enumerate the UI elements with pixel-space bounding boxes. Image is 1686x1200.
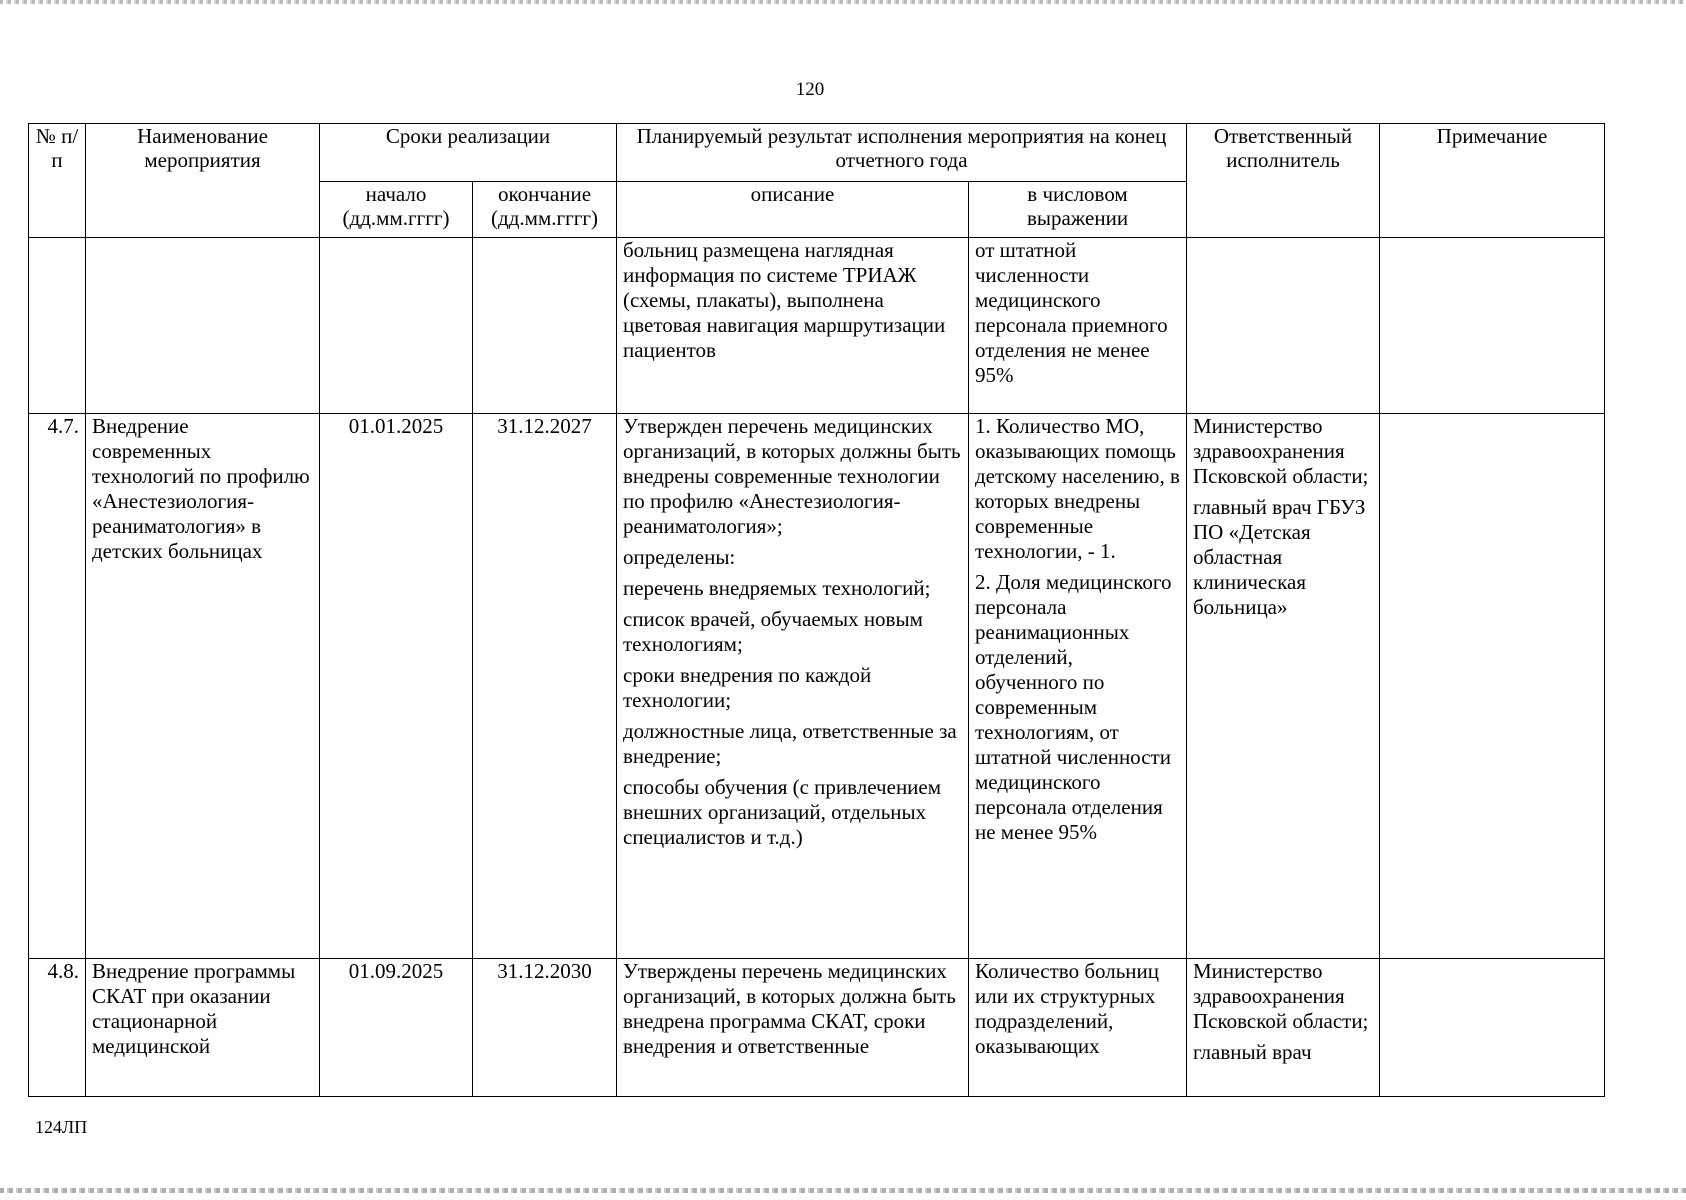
row-note (1380, 238, 1605, 414)
row-desc (617, 414, 969, 959)
table-row (29, 238, 1605, 414)
row-start: 01.09.2025 (320, 959, 473, 1097)
header-name: Наименование мероприятия (86, 124, 320, 238)
row-end: 31.12.2027 (473, 414, 617, 959)
table-row (29, 414, 1605, 959)
desc-paragraph: определены: (623, 545, 736, 569)
scan-edge-bottom (0, 1188, 1686, 1193)
row-desc (617, 238, 969, 414)
row-num: 4.7. (29, 414, 86, 959)
responsible-paragraph: главный врач ГБУЗ ПО «Детская областная клиническая больница» (1193, 495, 1366, 619)
row-start: 01.01.2025 (320, 414, 473, 959)
row-end: 31.12.2030 (473, 959, 617, 1097)
desc-paragraph: Утверждены перечень медицинских организаций, в которых должна быть внедрена программа СКАТ, сроки внедрения и ответственные (623, 959, 956, 1058)
responsible-paragraph: главный врач (1193, 1040, 1312, 1064)
header-numeric: в числовом выражении (969, 182, 1187, 238)
desc-paragraph: сроки внедрения по каждой технологии; (623, 663, 872, 712)
numeric-paragraph: 1. Количество МО, оказывающих помощь детскому населению, в которых внедрены современные технологии, - 1. (975, 414, 1180, 563)
responsible-block (1193, 959, 1373, 1091)
header-end: окончание (дд.мм.гггг) (473, 182, 617, 238)
row-desc (617, 959, 969, 1097)
row-num: 4.8. (29, 959, 86, 1097)
row-name (86, 238, 320, 414)
row-numeric (969, 414, 1187, 959)
row-responsible (1187, 414, 1380, 959)
numeric-paragraph: 2. Доля медицинского персонала реанимационных отделений, обученного по современным технологиям, от штатной численности медицинского персонала отделения не менее 95% (975, 570, 1172, 844)
header-start: начало (дд.мм.гггг) (320, 182, 473, 238)
row-numeric (969, 238, 1187, 414)
row-numeric (969, 959, 1187, 1097)
page-number: 120 (795, 79, 825, 100)
desc-paragraph: должностные лица, ответственные за внедрение; (623, 719, 957, 768)
header-note: Примечание (1380, 124, 1605, 238)
desc-paragraph: Утвержден перечень медицинских организаций, в которых должны быть внедрены современные технологии по профилю «Анестезиология-реаниматология»; (623, 414, 961, 538)
header-result: Планируемый результат исполнения мероприятия на конец отчетного года (617, 124, 1187, 182)
desc-paragraph: перечень внедряемых технологий; (623, 576, 931, 600)
row-name (86, 959, 320, 1097)
row-end (473, 238, 617, 414)
header-desc: описание (617, 182, 969, 238)
row-responsible (1187, 238, 1380, 414)
row-start (320, 238, 473, 414)
desc-paragraph: больниц размещена наглядная информация по системе ТРИАЖ (схемы, плакаты), выполнена цветовая навигация маршрутизации пациентов (623, 238, 946, 362)
numeric-paragraph: от штатной численности медицинского персонала приемного отделения не менее 95% (975, 238, 1168, 387)
row-note (1380, 414, 1605, 959)
row-note (1380, 959, 1605, 1097)
responsible-paragraph: Министерство здравоохранения Псковской области; (1193, 414, 1369, 488)
row-name: Внедрение современных технологий по профилю «Анестезиология-реаниматология» в детских больницах (86, 414, 320, 959)
table-row (29, 959, 1605, 1097)
header-terms: Сроки реализации (320, 124, 617, 182)
scan-edge-top (0, 0, 1686, 4)
responsible-paragraph: Министерство здравоохранения Псковской области; (1193, 959, 1369, 1033)
plan-table (28, 123, 1605, 1097)
row-num (29, 238, 86, 414)
document-code: 124ЛП (35, 1117, 88, 1137)
row-responsible (1187, 959, 1380, 1097)
numeric-paragraph: Количество больниц или их структурных подразделений, оказывающих (975, 959, 1160, 1058)
row-name-text: Внедрение программы СКАТ при оказании стационарной медицинской (92, 959, 296, 1058)
desc-paragraph: способы обучения (с привлечением внешних организаций, отдельных специалистов и т.д.) (623, 775, 942, 849)
header-responsible: Ответственный исполнитель (1187, 124, 1380, 238)
header-num: № п/п (29, 124, 86, 238)
header-row-1 (29, 124, 1605, 182)
desc-paragraph: список врачей, обучаемых новым технологиям; (623, 607, 923, 656)
